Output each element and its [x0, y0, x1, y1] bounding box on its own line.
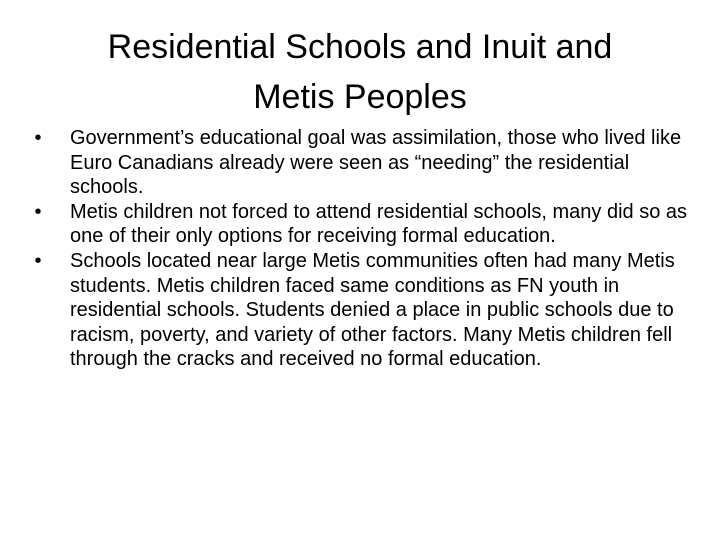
bullet-icon: •: [34, 127, 42, 149]
bullet-icon: •: [34, 249, 42, 272]
bullet-list: [28, 126, 696, 372]
slide-title-line-2: Metis Peoples: [253, 78, 467, 116]
bullet-item-2: [28, 200, 696, 249]
bullet-icon: •: [34, 200, 42, 223]
slide-title-line-1: Residential Schools and Inuit and: [107, 28, 613, 66]
bullet-text-1: Government’s educational goal was assimilation, those who lived like Euro Canadians already were seen as “needing” the residential schools.: [70, 127, 682, 199]
slide-title: [50, 22, 670, 122]
bullet-item-3: [28, 249, 696, 372]
bullet-text-2: Metis children not forced to attend residential schools, many did so as one of their only options for receiving formal education.: [70, 200, 687, 248]
bullet-item-1: [28, 126, 696, 200]
bullet-text-3: Schools located near large Metis communities often had many Metis students. Metis children faced same conditions as FN youth in residential schools. Students denied a place in public schools due to racism, poverty, and variety of other factors. Many Metis children fell through the cracks and received no formal education.: [70, 249, 675, 371]
